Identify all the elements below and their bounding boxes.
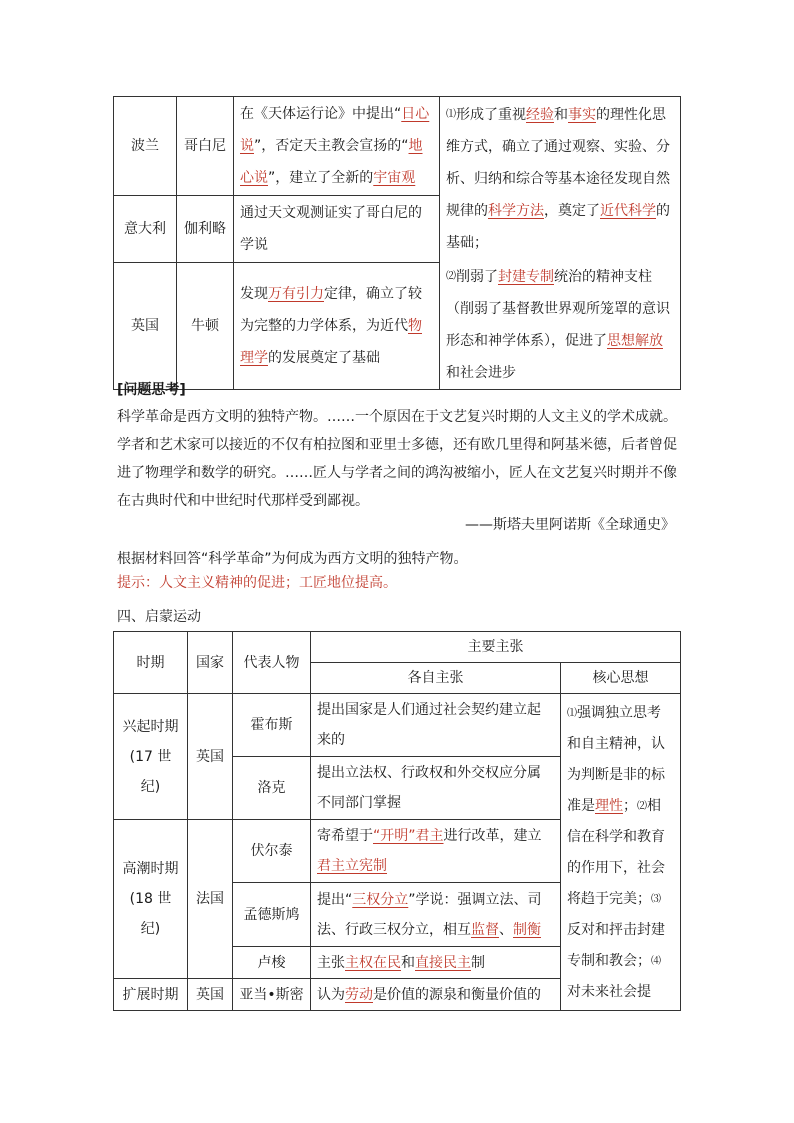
country-cell: 法国 <box>188 820 233 979</box>
key-term: “开明”君主 <box>373 828 444 844</box>
key-term: 主权在民 <box>345 954 401 971</box>
answer-hint: 提示：人文主义精神的促进；工匠地位提高。 <box>117 575 397 591</box>
key-term: 科学方法 <box>488 203 544 219</box>
achievement-cell <box>234 262 440 389</box>
claim-cell <box>311 979 561 1011</box>
text-segment: 认为 <box>317 986 345 1003</box>
achievement-cell <box>234 196 440 263</box>
text-segment: 主张 <box>317 954 345 971</box>
enlightenment-table <box>113 631 681 1011</box>
text-segment: 定律，确立了较为完整的力学体系，为近代 <box>240 285 422 334</box>
influence-2 <box>446 261 674 389</box>
header-period: 时期 <box>114 632 188 694</box>
item-number: ⑶ <box>651 894 661 905</box>
country-cell: 英国 <box>188 979 233 1011</box>
key-term: 三权分立 <box>352 891 409 908</box>
text-segment: 提出国家是人们通过社会契约建立起来的 <box>317 702 541 748</box>
question-material: 科学革命是西方文明的独特产物。……一个原因在于文艺复兴时期的人文主义的学术成就。学者和艺术家可以接近的不仅有柏拉图和亚里士多德，还有欧几里得和阿基米德，后者曾促进了物理学和数学的研究。……匠人与学者之间的鸿沟被缩小，匠人在文艺复兴时期并不像在古典时代和中世纪时代那样受到鄙视。 <box>117 409 677 509</box>
header-main: 主要主张 <box>311 632 681 663</box>
text-segment: ”，建立了全新的 <box>268 170 374 187</box>
text-segment: ，奠定了 <box>544 203 600 219</box>
text-segment: 制 <box>471 954 485 971</box>
period-expand: 扩展时期 <box>114 979 188 1011</box>
influence-cell <box>440 97 681 390</box>
question-prompt: 根据材料回答“科学革命”为何成为西方文明的独特产物。 <box>117 551 468 567</box>
header-core: 核心思想 <box>561 663 681 694</box>
text-segment: 寄希望于 <box>317 828 373 844</box>
key-term: 君主立宪制 <box>317 858 387 874</box>
text-segment: 提出“ <box>317 891 353 908</box>
text-segment: 进行改革，建立 <box>443 828 542 844</box>
text-segment: 的发展奠定了基础 <box>268 349 380 366</box>
text-segment: 强调独立思考和自主精神，认为判断是非的标准是 <box>567 705 665 814</box>
item-number: ⑴ <box>567 708 577 719</box>
material-source: ——斯塔夫里阿诺斯《全球通史》 <box>465 517 675 533</box>
text-segment: ； <box>623 798 637 814</box>
text-segment: 提出立法权、行政权和外交权应分属不同部门掌握 <box>317 765 541 811</box>
key-term: 日心说 <box>240 106 430 155</box>
influence-1 <box>446 99 674 259</box>
text-segment: 在《天体运行论》中提出“ <box>240 106 402 123</box>
key-term: 近代科学 <box>600 203 656 219</box>
key-term: 万有引力 <box>268 285 324 302</box>
achievement-cell <box>234 97 440 196</box>
text-segment: 形成了重视 <box>456 107 526 123</box>
text-segment: 反对和抨击封建专制和教会； <box>567 922 665 969</box>
header-country: 国家 <box>188 632 233 694</box>
text-segment: 统治的精神支柱（削弱了基督教世界观所笼罩的意识形态和神学体系），促进了 <box>446 269 670 349</box>
section-title: 四、启蒙运动 <box>117 609 201 625</box>
country-cell: 英国 <box>188 694 233 820</box>
text-segment: 是价值的源泉和衡量价值的 <box>373 986 541 1003</box>
key-term: 制衡 <box>513 921 541 938</box>
text-segment: 的理性化思维方式，确立了通过观察、实验、分析、归纳和综合等基本途径发现自然规律的 <box>446 107 670 219</box>
claim-cell <box>311 820 561 883</box>
period-rise-century: (17 世纪) <box>129 748 172 795</box>
period-peak-name: 高潮时期 <box>122 861 179 877</box>
text-segment: ”，否定天主教会宣扬的“ <box>254 138 409 155</box>
key-term: 劳动 <box>345 986 373 1003</box>
key-term: 理性 <box>595 798 623 814</box>
key-term: 监督 <box>471 921 499 938</box>
claim-cell <box>311 757 561 820</box>
text-segment: 和 <box>554 107 568 123</box>
person-cell: 伏尔泰 <box>233 820 311 883</box>
text-segment: 、 <box>499 921 513 938</box>
key-term: 宇宙观 <box>373 170 416 187</box>
text-segment: 对未来社会提 <box>567 984 651 1000</box>
text-segment: 发现 <box>240 285 268 302</box>
text-segment: ”学说：强调立法、司法、行政三权分立，相互 <box>317 891 542 938</box>
person-cell: 洛克 <box>233 757 311 820</box>
text-segment: 的基础； <box>446 203 670 251</box>
scientific-revolution-table <box>113 96 681 390</box>
period-rise-name: 兴起时期 <box>122 718 179 735</box>
text-segment: 削弱了 <box>456 269 498 285</box>
text-segment: 相信在科学和教育的作用下，社会将趋于完美； <box>567 798 665 907</box>
claim-cell <box>311 694 561 757</box>
period-rise <box>114 694 188 820</box>
person-cell: 牛顿 <box>177 262 234 389</box>
person-cell: 哥白尼 <box>177 97 234 196</box>
text-segment: 通过天文观测证实了哥白尼的学说 <box>240 205 422 254</box>
core-idea-cell <box>561 694 681 1011</box>
item-number: ⑴ <box>446 109 456 120</box>
claim-cell <box>311 883 561 947</box>
person-cell: 亚当•斯密 <box>233 979 311 1011</box>
period-peak <box>114 820 188 979</box>
key-term: 经验 <box>526 107 554 123</box>
header-own: 各自主张 <box>311 663 561 694</box>
item-number: ⑵ <box>637 801 647 812</box>
person-cell: 卢梭 <box>233 947 311 979</box>
country-cell: 意大利 <box>114 196 177 263</box>
key-term: 事实 <box>568 107 596 123</box>
header-person: 代表人物 <box>233 632 311 694</box>
person-cell: 孟德斯鸠 <box>233 883 311 947</box>
key-term: 思想解放 <box>607 333 663 349</box>
key-term: 封建专制 <box>498 269 554 285</box>
person-cell: 霍布斯 <box>233 694 311 757</box>
country-cell: 英国 <box>114 262 177 389</box>
text-segment: 和社会进步 <box>446 365 516 381</box>
text-segment: 和 <box>401 954 415 971</box>
key-term: 地心说 <box>240 138 423 187</box>
country-cell: 波兰 <box>114 97 177 196</box>
item-number: ⑵ <box>446 271 456 282</box>
question-heading: [问题思考] <box>117 382 186 398</box>
key-term: 直接民主 <box>415 954 471 971</box>
key-term: 物理学 <box>240 317 422 366</box>
person-cell: 伽利略 <box>177 196 234 263</box>
item-number: ⑷ <box>651 956 661 967</box>
period-peak-century: (18 世纪) <box>129 891 172 937</box>
claim-cell <box>311 947 561 979</box>
